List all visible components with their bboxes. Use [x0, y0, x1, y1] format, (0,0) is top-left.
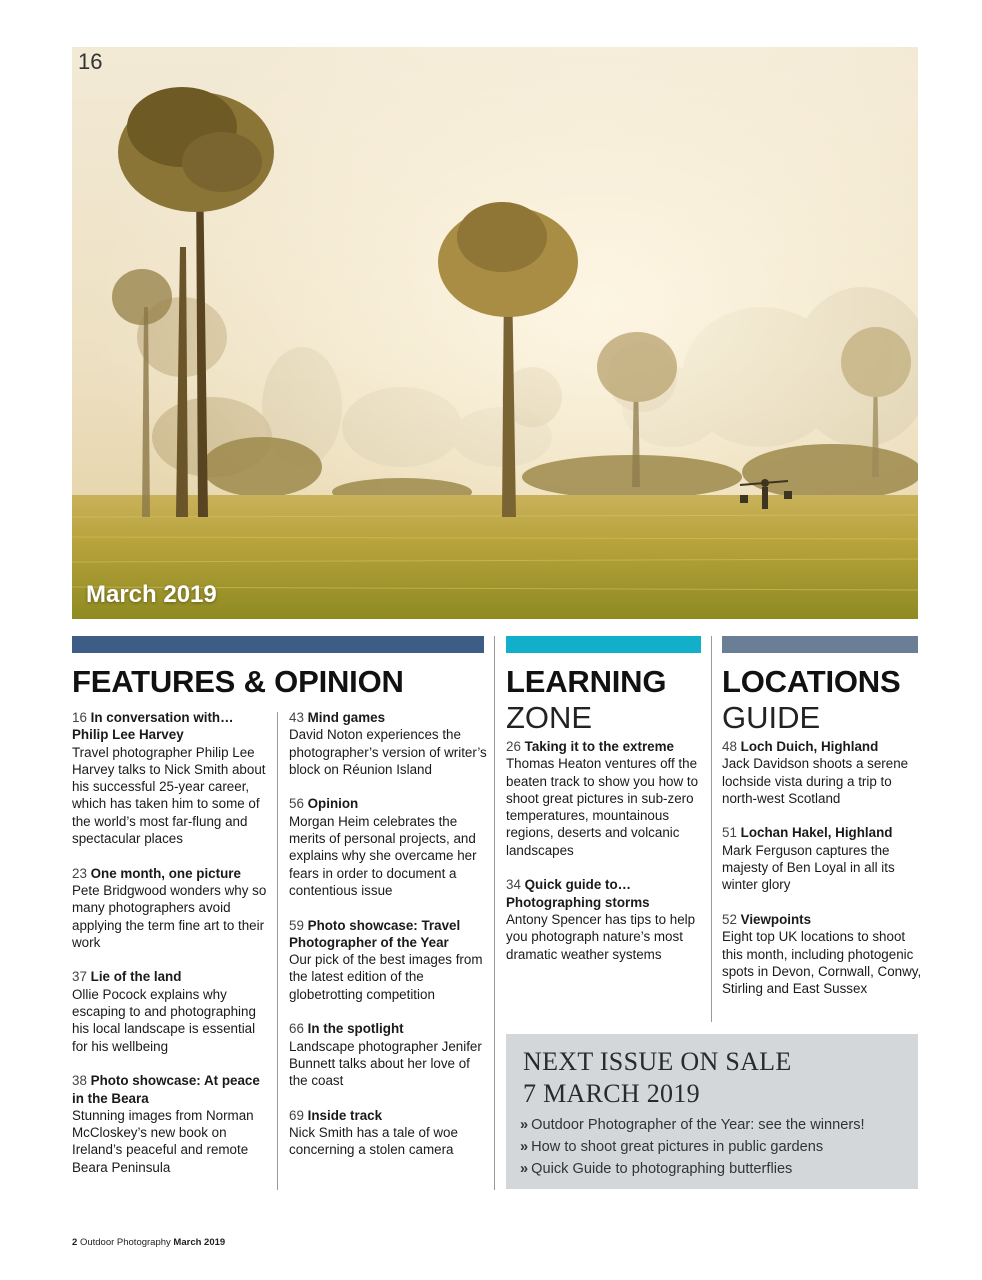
toc-page-number: 37: [72, 969, 87, 985]
next-issue-bullet: [520, 1136, 865, 1158]
toc-page-number: 38: [72, 1073, 87, 1089]
toc-page-number: 69: [289, 1107, 304, 1123]
toc-page-number: 51: [722, 825, 737, 841]
double-chevron-icon: »: [520, 1161, 529, 1177]
next-issue-title-line1: NEXT ISSUE ON SALE: [523, 1047, 792, 1076]
toc-item[interactable]: [722, 738, 922, 807]
toc-title: Inside track: [307, 1107, 383, 1123]
features-color-bar: [72, 636, 484, 653]
learning-color-bar: [506, 636, 701, 653]
double-chevron-icon: »: [520, 1139, 529, 1155]
page-number: 16: [78, 49, 103, 74]
toc-description: Antony Spencer has tips to help you photograph nature’s most dramatic weather systems: [506, 911, 696, 962]
hero-photo: [72, 47, 918, 619]
toc-page-number: 43: [289, 710, 304, 725]
toc-title: Viewpoints: [740, 911, 812, 927]
footer-page-number: 2: [72, 1237, 78, 1248]
toc-page-number: 16: [72, 710, 87, 725]
toc-description: Thomas Heaton ventures off the beaten track to show you how to shoot great pictures in sub-zero temperatures, mountainous regions, deserts and volcanic landscapes: [506, 756, 699, 858]
toc-item[interactable]: [72, 865, 272, 951]
next-issue-box: [506, 1034, 918, 1189]
toc-page-number: 56: [289, 796, 304, 812]
toc-page-number: 23: [72, 865, 87, 881]
toc-item[interactable]: [506, 876, 706, 962]
toc-item[interactable]: [289, 1107, 489, 1159]
column-divider: [494, 636, 495, 1190]
toc-item[interactable]: [289, 709, 489, 778]
toc-description: Morgan Heim celebrates the merits of personal projects, and explains why she overcame her fears in order to document a contentious issue: [289, 813, 477, 898]
locations-subheading: GUIDE: [722, 700, 821, 735]
toc-page-number: 66: [289, 1021, 304, 1037]
column-divider: [711, 636, 712, 1022]
toc-item[interactable]: [72, 1072, 272, 1176]
hero-caption: March 2019: [86, 581, 217, 608]
toc-item[interactable]: [722, 911, 922, 997]
toc-title: Mind games: [307, 710, 386, 725]
toc-description: Eight top UK locations to shoot this month, including photogenic spots in Devon, Cornwall, Conwy, Stirling and East Sussex: [722, 929, 922, 997]
toc-description: Landscape photographer Jenifer Bunnett talks about her love of the coast: [289, 1038, 482, 1089]
toc-title: Opinion: [307, 796, 359, 812]
double-chevron-icon: »: [520, 1117, 529, 1133]
features-right-column: [289, 709, 489, 1176]
next-issue-title: [523, 1046, 792, 1110]
toc-page-number: 48: [722, 739, 737, 754]
features-section: [72, 664, 492, 700]
toc-description: Jack Davidson shoots a serene lochside vista during a trip to north-west Scotland: [722, 756, 909, 806]
toc-description: Mark Ferguson captures the majesty of Ben Loyal in all its winter glory: [722, 842, 895, 893]
toc-title: Quick guide to… Photographing storms: [506, 877, 650, 910]
toc-title: One month, one picture: [90, 865, 241, 881]
toc-page-number: 26: [506, 739, 521, 754]
toc-title: In conversation with… Philip Lee Harvey: [72, 710, 234, 743]
locations-color-bar: [722, 636, 918, 653]
next-issue-bullet-text: Quick Guide to photographing butterflies: [531, 1161, 793, 1177]
features-heading: FEATURES & OPINION: [72, 664, 404, 699]
toc-description: Travel photographer Philip Lee Harvey talks to Nick Smith about his successful 25-year career, which has taken him to some of the world’s most far-flung and spectacular places: [72, 744, 266, 847]
locations-heading: LOCATIONS: [722, 664, 901, 699]
learning-heading: LEARNING: [506, 664, 667, 699]
toc-description: Ollie Pocock explains why escaping to and photographing his local landscape is essential for his wellbeing: [72, 986, 256, 1054]
next-issue-list: [520, 1114, 865, 1180]
locations-section: [722, 664, 922, 1015]
column-divider: [277, 712, 278, 1190]
toc-page-number: 34: [506, 877, 521, 893]
learning-subheading: ZONE: [506, 700, 593, 735]
toc-item[interactable]: [722, 824, 922, 893]
toc-description: Pete Bridgwood wonders why so many photographers avoid applying the term fine art to their work: [72, 882, 267, 950]
misty-palm-field-illustration: [72, 47, 918, 619]
next-issue-bullet: [520, 1158, 865, 1180]
toc-item[interactable]: [289, 1020, 489, 1089]
footer-issue: March 2019: [173, 1237, 226, 1248]
toc-description: Nick Smith has a tale of woe concerning a stolen camera: [289, 1125, 458, 1158]
toc-description: Stunning images from Norman McCloskey’s new book on Ireland’s peaceful and remote Beara Peninsula: [72, 1107, 254, 1175]
footer-magazine: Outdoor Photography: [79, 1237, 171, 1248]
toc-title: Taking it to the extreme: [524, 739, 674, 754]
learning-section: [506, 664, 706, 980]
toc-title: Loch Duich, Highland: [740, 739, 879, 754]
toc-item[interactable]: [289, 795, 489, 899]
toc-title: Lochan Hakel, Highland: [740, 825, 893, 841]
toc-title: Photo showcase: At peace in the Beara: [72, 1073, 260, 1106]
toc-item[interactable]: [506, 738, 706, 859]
next-issue-title-line2: 7 MARCH 2019: [523, 1079, 700, 1108]
features-left-column: [72, 709, 272, 1193]
toc-item[interactable]: [72, 709, 272, 847]
toc-description: David Noton experiences the photographer’s version of writer’s block on Réunion Island: [289, 727, 487, 777]
toc-page-number: 52: [722, 911, 737, 927]
toc-page-number: 59: [289, 917, 304, 933]
toc-item[interactable]: [72, 968, 272, 1054]
toc-description: Our pick of the best images from the latest edition of the globetrotting competition: [289, 952, 483, 1002]
toc-item[interactable]: [289, 917, 489, 1003]
next-issue-bullet-text: Outdoor Photographer of the Year: see the winners!: [531, 1117, 865, 1133]
page-footer: [72, 1237, 225, 1248]
toc-title: Lie of the land: [90, 969, 182, 985]
next-issue-bullet: [520, 1114, 865, 1136]
toc-title: Photo showcase: Travel Photographer of the Year: [289, 917, 461, 950]
next-issue-bullet-text: How to shoot great pictures in public gardens: [531, 1139, 824, 1155]
toc-title: In the spotlight: [307, 1021, 404, 1037]
